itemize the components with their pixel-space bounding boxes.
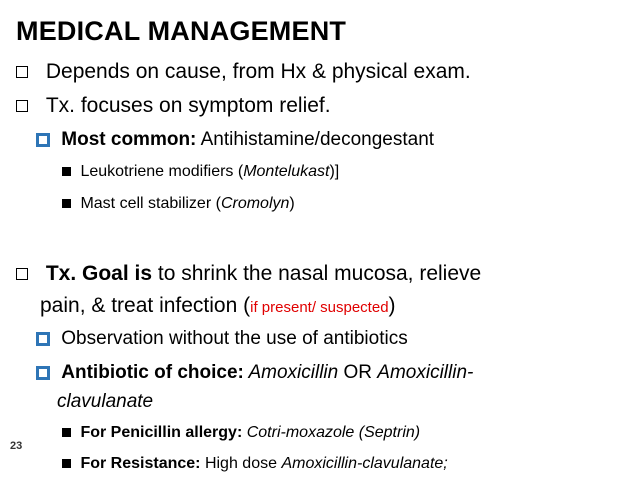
- bullet-bold-label: For Penicillin allergy:: [80, 424, 243, 441]
- hollow-square-bullet-icon: [16, 100, 28, 112]
- blue-square-bullet-icon: [36, 133, 50, 147]
- bullet-text: Tx. focuses on symptom relief.: [45, 94, 331, 117]
- bullet-text: Observation without the use of antibiotics: [61, 328, 408, 349]
- drug-name: Amoxicillin-: [377, 362, 474, 383]
- bullet-text: )]: [329, 163, 340, 180]
- bullet-depends-on-cause: [16, 60, 471, 84]
- bullet-text: Depends on cause, from Hx & physical exam.: [45, 60, 471, 83]
- bullet-penicillin-allergy: [62, 424, 420, 442]
- hollow-square-bullet-icon: [16, 66, 28, 78]
- bullet-text: OR: [338, 362, 378, 383]
- bullet-leukotriene: [62, 163, 339, 181]
- bullet-bold-label: Antibiotic of choice:: [61, 362, 244, 383]
- bullet-resistance: [62, 455, 448, 473]
- red-note: if present/ suspected: [250, 299, 389, 316]
- blue-square-bullet-icon: [36, 332, 50, 346]
- drug-name: Cromolyn: [220, 195, 290, 212]
- drug-name: Cotri-moxazole (Septrin): [242, 424, 421, 441]
- bullet-bold-label: Most common:: [61, 129, 197, 150]
- hollow-square-bullet-icon: [16, 268, 28, 280]
- bullet-tx-goal: [16, 262, 481, 286]
- bullet-antibiotic-choice-continued: clavulanate: [57, 391, 154, 412]
- bullet-text: to shrink the nasal mucosa, relieve: [152, 262, 482, 285]
- bullet-symptom-relief: [16, 94, 331, 118]
- bullet-text: Antihistamine/decongestant: [196, 129, 435, 150]
- bullet-text: Mast cell stabilizer (: [80, 195, 221, 212]
- bullet-tx-goal-continued: [40, 294, 396, 318]
- page-number: 23: [10, 440, 23, 452]
- bullet-bold-label: Tx. Goal is: [45, 262, 153, 285]
- black-square-bullet-icon: [62, 428, 71, 437]
- bullet-observation: [36, 328, 408, 350]
- bullet-antibiotic-choice: [36, 362, 473, 384]
- black-square-bullet-icon: [62, 167, 71, 176]
- bullet-text: pain, & treat infection (: [40, 294, 251, 317]
- bullet-bold-label: For Resistance:: [80, 455, 201, 472]
- black-square-bullet-icon: [62, 459, 71, 468]
- bullet-text: Leukotriene modifiers (: [80, 163, 244, 180]
- bullet-text: ): [388, 294, 396, 317]
- bullet-most-common: [36, 129, 434, 151]
- drug-name: Montelukast: [243, 163, 330, 180]
- black-square-bullet-icon: [62, 199, 71, 208]
- drug-name: Amoxicillin: [243, 362, 339, 383]
- bullet-text: High dose: [200, 455, 282, 472]
- slide-title: MEDICAL MANAGEMENT: [16, 16, 347, 46]
- drug-name: Amoxicillin-clavulanate;: [281, 455, 448, 472]
- blue-square-bullet-icon: [36, 366, 50, 380]
- bullet-text: ): [289, 195, 295, 212]
- bullet-mast-cell: [62, 195, 295, 213]
